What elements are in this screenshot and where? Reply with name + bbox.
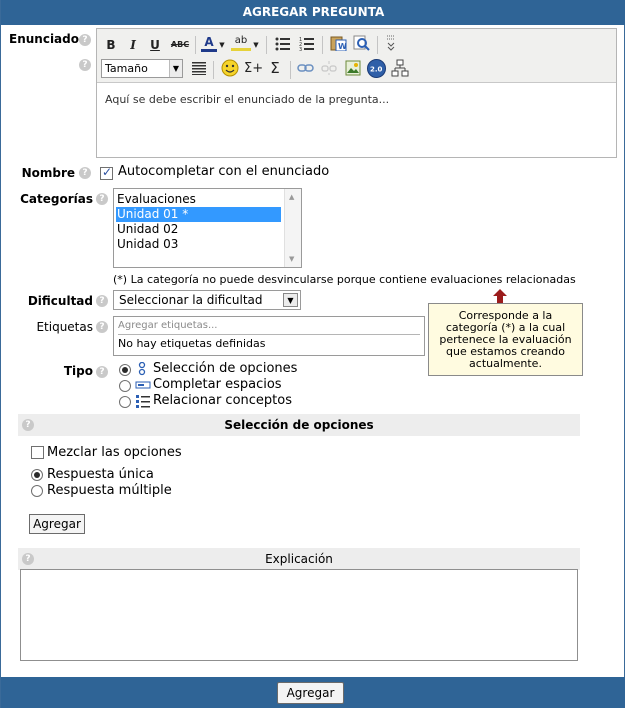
categorias-label: Categorías: [20, 192, 93, 206]
submit-add-button[interactable]: Agregar: [277, 682, 344, 704]
shuffle-checkbox[interactable]: [31, 446, 44, 459]
list-item[interactable]: Unidad 03: [117, 237, 179, 251]
tooltip-line: actualmente.: [469, 357, 542, 370]
underline-icon[interactable]: U: [150, 38, 160, 52]
type-option-label: Completar espacios: [153, 377, 282, 392]
help-icon[interactable]: ?: [22, 553, 34, 565]
editor-content[interactable]: Aquí se debe escribir el enunciado de la pregunta...: [105, 93, 390, 106]
font-size-select[interactable]: [101, 59, 183, 78]
difficulty-select[interactable]: [113, 290, 301, 310]
tooltip-line: categoría (*) a la cual: [445, 321, 566, 334]
help-icon[interactable]: ?: [79, 59, 91, 71]
enunciado-label: Enunciado: [9, 32, 79, 46]
chevron-down-icon[interactable]: ▼: [289, 255, 295, 263]
italic-icon[interactable]: I: [130, 38, 136, 52]
type-option-label: Selección de opciones: [153, 361, 298, 376]
svg-text:1: 1: [299, 37, 303, 43]
toolbar-separator: [266, 36, 267, 54]
toolbar-separator: [322, 36, 323, 54]
explanation-panel-title: Explicación: [265, 552, 333, 566]
dialog-title: AGREGAR PREGUNTA: [1, 0, 625, 25]
link-icon[interactable]: [297, 63, 315, 73]
tooltip-line: Corresponde a la: [458, 309, 553, 322]
type-radio-match[interactable]: [119, 396, 131, 408]
chevron-down-icon: ▼: [283, 293, 298, 307]
difficulty-value: Seleccionar la dificultad: [119, 293, 263, 307]
editor-toolbar: [97, 29, 616, 83]
toolbar-toggle-icon[interactable]: [386, 34, 396, 52]
toolbar-separator: [377, 36, 378, 54]
add-option-button[interactable]: Agregar: [29, 514, 85, 534]
list-item[interactable]: Unidad 02: [117, 222, 179, 236]
help-icon[interactable]: ?: [79, 167, 91, 179]
help-icon[interactable]: ?: [96, 321, 108, 333]
find-icon[interactable]: [353, 35, 370, 51]
dificultad-label: Dificultad: [27, 294, 93, 308]
selection-panel-header: [18, 414, 580, 436]
diagram-icon[interactable]: [391, 59, 409, 77]
type-option-label: Relacionar conceptos: [153, 393, 292, 408]
type-radio-selection[interactable]: [119, 364, 131, 376]
help-icon[interactable]: ?: [22, 419, 34, 431]
arrow-up-icon: [493, 289, 507, 303]
category-tooltip: [428, 303, 583, 376]
rich-text-editor[interactable]: [96, 28, 617, 158]
selection-panel-title: Selección de opciones: [224, 418, 374, 432]
help-icon[interactable]: ?: [79, 34, 91, 46]
paste-word-icon[interactable]: [330, 35, 347, 51]
formula-plus-icon[interactable]: Σ+: [244, 61, 264, 76]
tooltip-line: que estamos creando: [446, 345, 565, 358]
svg-text:3: 3: [299, 47, 303, 51]
options-icon: [137, 362, 147, 376]
chevron-down-icon[interactable]: ▼: [253, 41, 259, 49]
shuffle-label: Mezclar las opciones: [47, 445, 182, 460]
etiquetas-label: Etiquetas: [36, 320, 93, 334]
strikethrough-icon[interactable]: ABC: [170, 40, 190, 49]
help-icon[interactable]: ?: [96, 295, 108, 307]
unlink-icon[interactable]: [321, 60, 337, 76]
web20-badge-icon[interactable]: [367, 59, 386, 78]
tooltip-line: pertenece la evaluación: [439, 333, 572, 346]
bullet-list-icon[interactable]: [275, 37, 291, 51]
explanation-textarea[interactable]: [20, 569, 578, 661]
toolbar-separator: [213, 61, 214, 79]
image-icon[interactable]: [345, 60, 361, 76]
autocomplete-checkbox[interactable]: [100, 167, 113, 180]
single-answer-radio[interactable]: [31, 469, 43, 481]
svg-text:2: 2: [299, 42, 303, 48]
justify-icon[interactable]: [192, 62, 206, 75]
bold-icon[interactable]: B: [106, 38, 116, 52]
toolbar-separator: [290, 61, 291, 79]
category-note: (*) La categoría no puede desvincularse porque contiene evaluaciones relacionadas: [113, 273, 576, 286]
tipo-label: Tipo: [63, 364, 93, 378]
font-color-icon[interactable]: A: [201, 34, 217, 52]
nombre-label: Nombre: [21, 166, 75, 180]
tags-empty-text: No hay etiquetas definidas: [118, 337, 266, 350]
svg-text:2.0: 2.0: [370, 65, 383, 74]
svg-text:W: W: [338, 42, 347, 51]
match-list-icon: [135, 394, 151, 408]
footer-bar: [1, 677, 625, 708]
multiple-answer-radio[interactable]: [31, 485, 43, 497]
numbered-list-icon[interactable]: [299, 37, 315, 51]
smiley-icon[interactable]: [221, 59, 239, 77]
listbox-scrollbar[interactable]: [284, 189, 301, 267]
help-icon[interactable]: ?: [96, 366, 108, 378]
categories-listbox[interactable]: [113, 188, 302, 268]
type-radio-fill-blanks[interactable]: [119, 380, 131, 392]
list-item[interactable]: Unidad 01 *: [116, 207, 281, 222]
tags-field[interactable]: [113, 316, 425, 356]
highlight-icon[interactable]: ab: [231, 33, 251, 51]
fill-blanks-icon: [135, 380, 151, 390]
autocomplete-label: Autocompletar con el enunciado: [118, 164, 330, 179]
answer-mode-label: Respuesta múltiple: [47, 483, 172, 498]
toolbar-separator: [195, 36, 196, 54]
explanation-panel-header: [18, 548, 580, 570]
font-size-value: Tamaño: [105, 62, 148, 75]
formula-sigma-icon[interactable]: Σ: [270, 59, 280, 77]
answer-mode-label: Respuesta única: [47, 467, 154, 482]
chevron-up-icon[interactable]: ▲: [289, 193, 295, 201]
tags-input[interactable]: Agregar etiquetas...: [118, 320, 420, 335]
list-item[interactable]: Evaluaciones: [117, 192, 196, 206]
chevron-down-icon[interactable]: ▼: [219, 41, 225, 49]
chevron-down-icon: ▼: [169, 60, 182, 77]
help-icon[interactable]: ?: [96, 193, 108, 205]
